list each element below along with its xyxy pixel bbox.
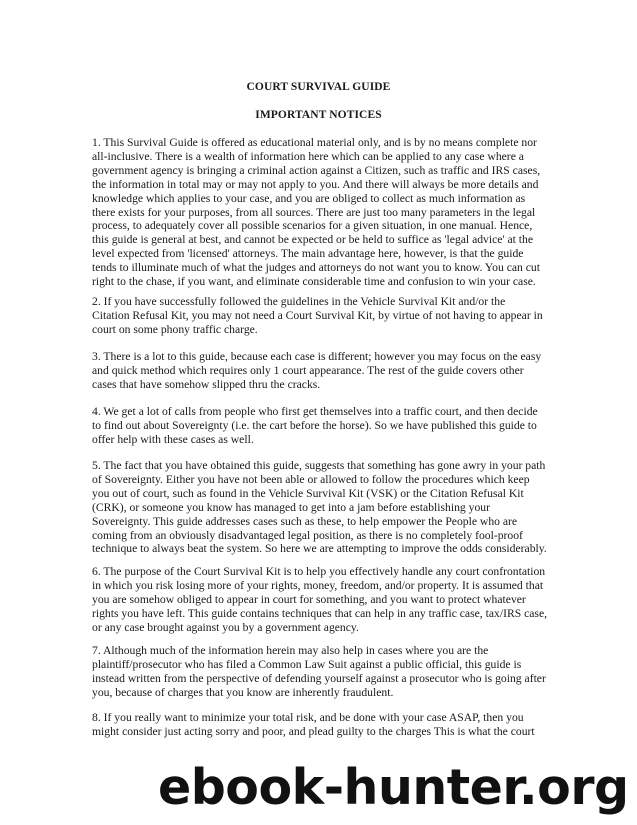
paragraph-line: the information in total may or may not apply to you. And there will always be more details and [92,177,539,191]
paragraph-line: level expected from 'licensed' attorneys. The main advantage here, however, is that the guide [92,247,524,261]
paragraph-line: 2. If you have successfully followed the guidelines in the Vehicle Survival Kit and/or the [92,295,506,308]
paragraph-line: 1. This Survival Guide is offered as educational material only, and is by no means complete nor [92,136,537,149]
paragraph-line: cases that have somehow slipped thru the cracks. [92,377,321,391]
paragraph-line: instead written from the perspective of defending yourself against a prosecutor who is going after [92,671,546,685]
paragraph-7 [92,644,548,700]
paragraph-line: rights you have left. This guide contains techniques that can help in any traffic case, tax/IRS case, [92,606,548,620]
paragraph-2 [92,295,548,337]
paragraph-line: process, to adequately cover all possible scenarios for a given situation, in one manual. Hence, [92,219,533,233]
paragraph-8 [92,711,548,739]
paragraph-line: Citation Refusal Kit, you may not need a Court Survival Kit, by virtue of not having to appear in [92,308,543,322]
paragraph-line: there exists for your purposes, from all sources. There are just too many parameters in the legal [92,205,536,219]
section-heading: IMPORTANT NOTICES [255,109,382,121]
paragraph-line: court on some phony traffic charge. [92,322,258,336]
paragraph-line: coming from an obviously disadvantaged legal position, as there is no completely fool-proof [92,528,523,542]
paragraph-line: all-inclusive. There is a wealth of information here which can be applied to any case where a [92,149,524,163]
paragraph-line: 8. If you really want to minimize your total risk, and be done with your case ASAP, then you [92,711,524,724]
watermark-text: ebook-hunter.org [158,759,629,816]
paragraph-line: plaintiff/prosecutor who has filed a Common Law Suit against a public official, this guide is [92,657,522,671]
paragraph-line: 5. The fact that you have obtained this guide, suggests that something has gone awry in your path [92,459,546,472]
paragraph-line: offer help with these cases as well. [92,432,254,446]
document-title: COURT SURVIVAL GUIDE [246,81,391,93]
paragraph-line: Sovereignty. This guide addresses cases such as these, to help empower the People who are [92,514,518,528]
paragraph-4 [92,405,548,447]
paragraph-5 [92,459,548,556]
paragraph-line: you, because of charges that you know are inherently fraudulent. [92,685,394,699]
paragraph-line: government agency is bringing a criminal action against a Citizen, such as traffic and IRS cases, [92,163,541,177]
paragraph-line: 7. Although much of the information herein may also help in cases where you are the [92,644,489,657]
paragraph-line: in which you risk losing more of your rights, money, freedom, and/or property. It is assumed that [92,578,544,592]
paragraph-line: 6. The purpose of the Court Survival Kit is to help you effectively handle any court confrontation [92,565,546,578]
paragraph-1 [92,136,548,289]
paragraph-line: tends to illuminate much of what the judges and attorneys do not want you to know. You can cut [92,261,540,275]
paragraph-line: you are somehow obliged to appear in court for something, and you want to protect whatever [92,592,526,606]
paragraph-line: technique to always beat the system. So here we are attempting to improve the odds considerably. [92,542,547,556]
paragraph-6 [92,565,548,635]
paragraph-line: of Sovereignty. Either you have not been able or allowed to follow the procedures which keep [92,472,530,486]
paragraph-line: right to the chase, if you want, and eliminate considerable time and confusion to win your case. [92,275,536,289]
paragraph-line: and quick method which requires only 1 court appearance. The rest of the guide covers other [92,363,524,377]
paragraph-line: to find out about Sovereignty (i.e. the cart before the horse). So we have published this guide to [92,418,537,432]
paragraph-line: 3. There is a lot to this guide, because each case is different; however you may focus on the easy [92,350,542,363]
paragraph-line: this guide is general at best, and cannot be expected or be held to suffice as 'legal advice' at the [92,233,533,247]
paragraph-line: 4. We get a lot of calls from people who first get themselves into a traffic court, and then decide [92,405,538,418]
paragraph-line: (CRK), or someone you know has managed to get into a jam before establishing your [92,500,490,514]
paragraph-line: you out of court, such as found in the Vehicle Survival Kit (VSK) or the Citation Refusal Kit [92,486,524,500]
paragraph-line: might consider just acting sorry and poor, and plead guilty to the charges This is what the court [92,724,535,738]
paragraph-3 [92,350,548,392]
paragraph-line: or any case brought against you by a government agency. [92,620,359,634]
paragraph-line: knowledge which applies to your case, and you are obliged to collect as much information as [92,191,526,205]
